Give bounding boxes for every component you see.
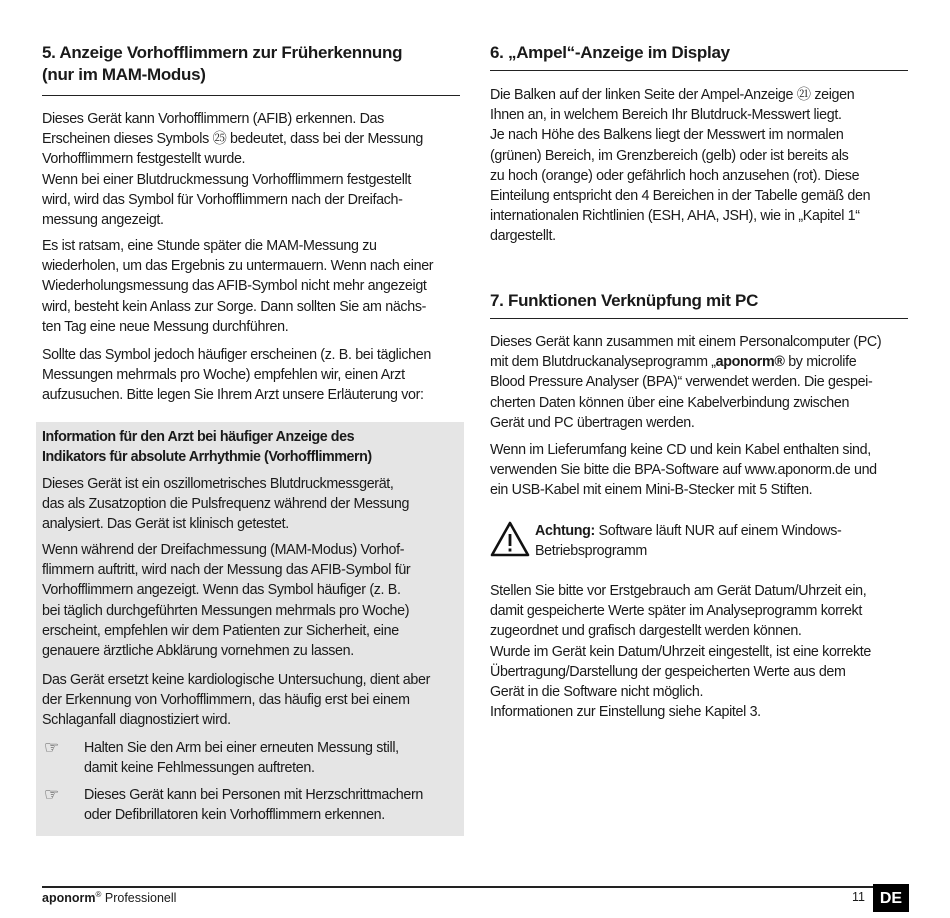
section-6-rule bbox=[490, 70, 908, 71]
section-7-paragraph-3: Stellen Sie bitte vor Erstgebrauch am Gerät Datum/Uhrzeit ein, damit gespeicherte Werte später im Analyseprogramm korrekt zugeordnet und grafisch dargestellt werden können. Wurde im Gerät kein Datum/Uhrzeit eingestellt, ist eine korrekte Übertragung/Darstellung der gespeicherten Werte aus dem Gerät in die Software nicht möglich. Informationen zur Einstellung siehe Kapitel 3. bbox=[490, 583, 871, 721]
section-5-heading: 5. Anzeige Vorhofflimmern zur Früherkennung (nur im MAM-Modus) bbox=[42, 43, 403, 84]
section-7-rule bbox=[490, 318, 908, 319]
section-5-paragraph-1: Dieses Gerät kann Vorhofflimmern (AFIB) erkennen. Das Erscheinen dieses Symbols ㉕ bedeutet, dass bei der Messung Vorhofflimmern festgestellt wurde. Wenn bei einer Blutdruckmessung Vorhofflimmern festgestellt wird, wird das Symbol für Vorhofflimmern nach der Dreifach- messung angezeigt. bbox=[42, 111, 424, 229]
section-5-rule bbox=[42, 95, 460, 96]
section-6-paragraph: Die Balken auf der linken Seite der Ampel-Anzeige ㉑ zeigen Ihnen an, in welchem Bereich Ihr Blutdruck-Messwert liegt. Je nach Höhe des Balkens liegt der Messwert im normalen (grünen) Bereich, im Grenzbereich (gelb) oder ist bereits als zu hoch (orange) oder gefährlich hoch anzusehen (rot). Diese Einteilung entspricht den 4 Bereichen in der Tabelle gemäß den internationalen Richtlinien (ESH, AHA, JSH), wie in „Kapitel 1“ dargestellt. bbox=[490, 87, 871, 245]
text: Software läuft NUR auf einem Windows- Betriebsprogramm bbox=[535, 523, 842, 560]
text: by microlife Blood Pressure Analyser (BPA)“ verwendet werden. Die gespei- cherten Daten können über eine Kabelverbindung zwischen Gerät und PC übertragen werden. bbox=[490, 354, 873, 431]
doctor-info-paragraph-1: Dieses Gerät ist ein oszillometrisches Blutdruckmessgerät, das als Zusatzoption die Pulsfrequenz während der Messung analysiert. Das Gerät ist klinisch getestet. bbox=[42, 476, 410, 533]
bullet-item bbox=[44, 738, 399, 778]
brand: aponorm bbox=[42, 891, 96, 906]
brand-name: aponorm® bbox=[715, 354, 785, 371]
footer-product bbox=[42, 890, 176, 905]
page-number: 11 bbox=[852, 890, 865, 904]
section-7-heading: 7. Funktionen Verknüpfung mit PC bbox=[490, 291, 759, 310]
section-5-paragraph-3: Sollte das Symbol jedoch häufiger erscheinen (z. B. bei täglichen Messungen mehrmals pro Woche) empfehlen wir, einen Arzt aufzusuchen. Bitte legen Sie Ihrem Arzt unsere Erläuterung vor: bbox=[42, 347, 431, 404]
registered-mark: ® bbox=[95, 890, 102, 899]
section-5-paragraph-2: Es ist ratsam, eine Stunde später die MAM-Messung zu wiederholen, um das Ergebnis zu untermauern. Wenn nach einer Wiederholungsmessung das AFIB-Symbol nicht mehr angezeigt wird, besteht kein Anlass zur Sorge. Dann sollten Sie am nächs- ten Tag eine neue Messung durchführen. bbox=[42, 238, 434, 335]
product-name: Professionell bbox=[101, 891, 177, 906]
language-badge: DE bbox=[873, 884, 909, 912]
section-6-heading: 6. „Ampel“-Anzeige im Display bbox=[490, 43, 730, 62]
pointing-hand-icon: ☞ bbox=[44, 738, 60, 757]
footer-rule bbox=[42, 886, 908, 888]
text: Dieses Gerät kann zusammen mit einem Personalcomputer (PC) mit dem Blutdruckanalyseprogramm „ bbox=[490, 334, 882, 371]
bullet-text: Halten Sie den Arm bei einer erneuten Messung still, damit keine Fehlmessungen auftreten. bbox=[84, 740, 399, 777]
section-7-paragraph-2: Wenn im Lieferumfang keine CD und kein Kabel enthalten sind, verwenden Sie bitte die BPA-Software auf www.aponorm.de und ein USB-Kabel mit einem Mini-B-Stecker mit 5 Stiften. bbox=[490, 442, 877, 499]
pointing-hand-icon: ☞ bbox=[44, 785, 60, 804]
section-7-paragraph-1 bbox=[490, 332, 881, 433]
doctor-info-paragraph-3: Das Gerät ersetzt keine kardiologische Untersuchung, dient aber der Erkennung von Vorhofflimmern, das häufig erst bei einem Schlaganfall diagnostiziert wird. bbox=[42, 672, 431, 729]
warning-text bbox=[535, 521, 841, 561]
warning-label: Achtung: bbox=[535, 523, 595, 539]
doctor-info-paragraph-2: Wenn während der Dreifachmessung (MAM-Modus) Vorhof- flimmern auftritt, wird nach der Messung das AFIB-Symbol für Vorhofflimmern angezeigt. Wenn das Symbol häufiger (z. B. bei täglich durchgeführten Messungen mehrmals pro Woche) erscheint, empfehlen wir dem Patienten zur Sicherheit, eine genauere ärztliche Abklärung vornehmen zu lassen. bbox=[42, 542, 411, 660]
warning-icon bbox=[490, 521, 530, 562]
bullet-text: Dieses Gerät kann bei Personen mit Herzschrittmachern oder Defibrillatoren kein Vorhofflimmern erkennen. bbox=[84, 787, 424, 824]
doctor-info-heading: Information für den Arzt bei häufiger Anzeige des Indikators für absolute Arrhythmie (Vorhofflimmern) bbox=[42, 429, 372, 466]
bullet-item bbox=[44, 785, 423, 825]
